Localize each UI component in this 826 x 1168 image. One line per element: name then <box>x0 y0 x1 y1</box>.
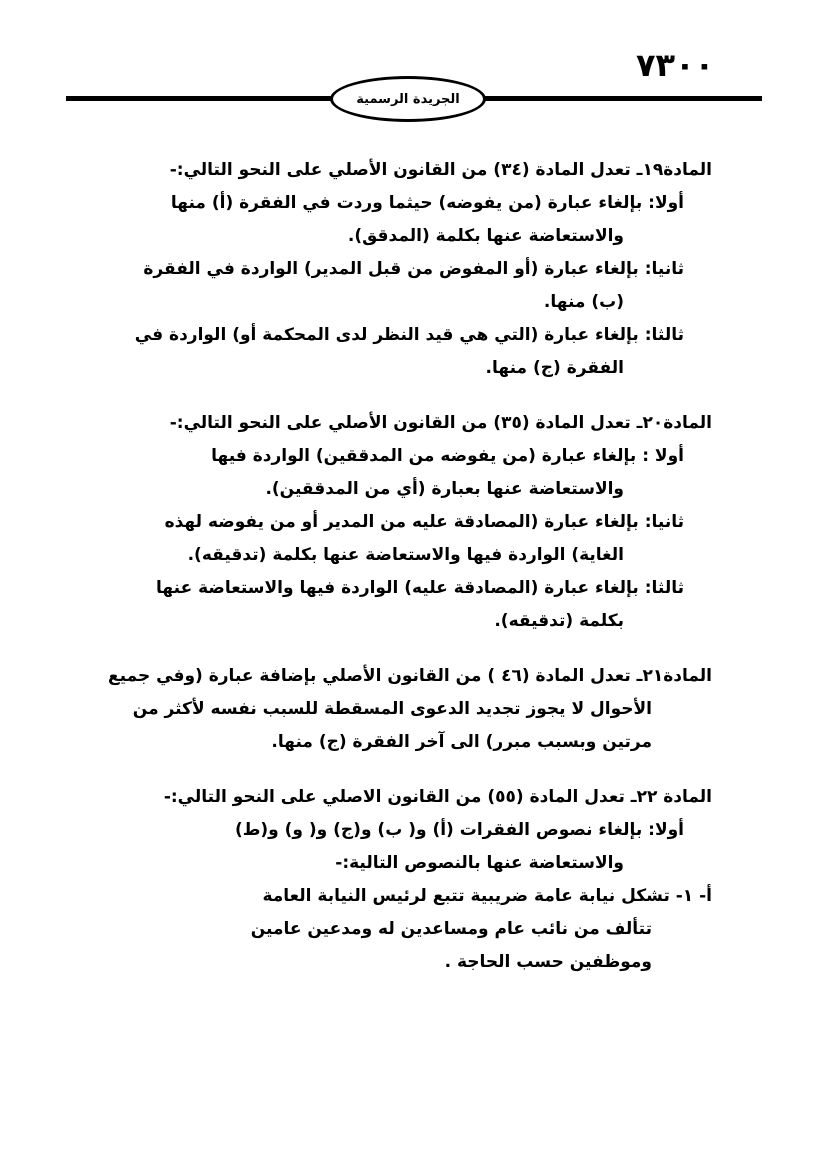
article-clauses <box>96 187 712 385</box>
clause-line: الفقرة (ج) منها. <box>485 358 624 378</box>
article-heading: المادة١٩ـ تعدل المادة (٣٤) من القانون الأصلي على النحو التالي:- <box>169 160 712 180</box>
clause <box>96 572 684 638</box>
header-title-oval <box>330 76 486 122</box>
clause <box>96 319 684 385</box>
clause-line: أولا: بإلغاء عبارة (من يفوضه) حيثما وردت في الفقرة (أ) منها <box>170 193 684 213</box>
article-21 <box>96 660 712 759</box>
clause-line: الغاية) الواردة فيها والاستعاضة عنها بكلمة (تدقيقه). <box>187 545 624 565</box>
article-body-line: الأحوال لا يجوز تجديد الدعوى المسقطة للسبب نفسه لأكثر من <box>132 699 652 719</box>
article-19 <box>96 154 712 385</box>
clause <box>96 253 684 319</box>
clause <box>96 187 684 253</box>
clause-line: والاستعاضة عنها بعبارة (أي من المدققين). <box>265 479 624 499</box>
clause-line: والاستعاضة عنها بالنصوص التالية:- <box>335 853 624 873</box>
clause-line: ثالثا: بإلغاء عبارة (المصادقة عليه) الواردة فيها والاستعاضة عنها <box>156 578 684 598</box>
sub-clause-line: أ- ١- تشكل نيابة عامة ضريبية تتبع لرئيس النيابة العامة <box>262 886 712 906</box>
clause-line: ثانيا: بإلغاء عبارة (المصادقة عليه من المدير أو من يفوضه لهذه <box>164 512 684 532</box>
clause-line: والاستعاضة عنها بكلمة (المدقق). <box>347 226 624 246</box>
clause-line: أولا: بإلغاء نصوص الفقرات (أ) و( ب) و(ج) و( و) و(ط) <box>234 820 684 840</box>
gazette-title: الجريدة الرسمية <box>356 91 460 107</box>
clause <box>96 440 684 506</box>
sub-clause <box>96 880 712 979</box>
clause-line: أولا : بإلغاء عبارة (من يفوضه من المدققين) الواردة فيها <box>211 446 684 466</box>
clause-line: ثانيا: بإلغاء عبارة (أو المفوض من قبل المدير) الواردة في الفقرة <box>143 259 684 279</box>
article-20 <box>96 407 712 638</box>
article-clauses <box>96 440 712 638</box>
clause <box>96 814 684 880</box>
article-body-line: مرتين وبسبب مبرر) الى آخر الفقرة (ج) منها. <box>271 732 652 752</box>
sub-clause-line: تتألف من نائب عام ومساعدين له ومدعين عامين <box>250 919 652 939</box>
clause-line: ثالثا: بإلغاء عبارة (التي هي قيد النظر لدى المحكمة أو) الواردة في <box>134 325 684 345</box>
page-number: ٧٣٠٠ <box>636 46 715 84</box>
clause <box>96 506 684 572</box>
sub-clause-line: وموظفين حسب الحاجة . <box>444 952 652 972</box>
article-clauses <box>96 814 712 880</box>
article-heading: المادة٢١ـ تعدل المادة (٤٦ ) من القانون الأصلي بإضافة عبارة (وفي جميع <box>108 666 712 686</box>
clause-line: بكلمة (تدقيقه). <box>494 611 624 631</box>
document-body <box>96 154 712 1001</box>
article-22 <box>96 781 712 979</box>
clause-line: (ب) منها. <box>543 292 624 312</box>
article-heading: المادة ٢٢ـ تعدل المادة (٥٥) من القانون الاصلي على النحو التالي:- <box>163 787 712 807</box>
article-heading: المادة٢٠ـ تعدل المادة (٣٥) من القانون الأصلي على النحو التالي:- <box>169 413 712 433</box>
